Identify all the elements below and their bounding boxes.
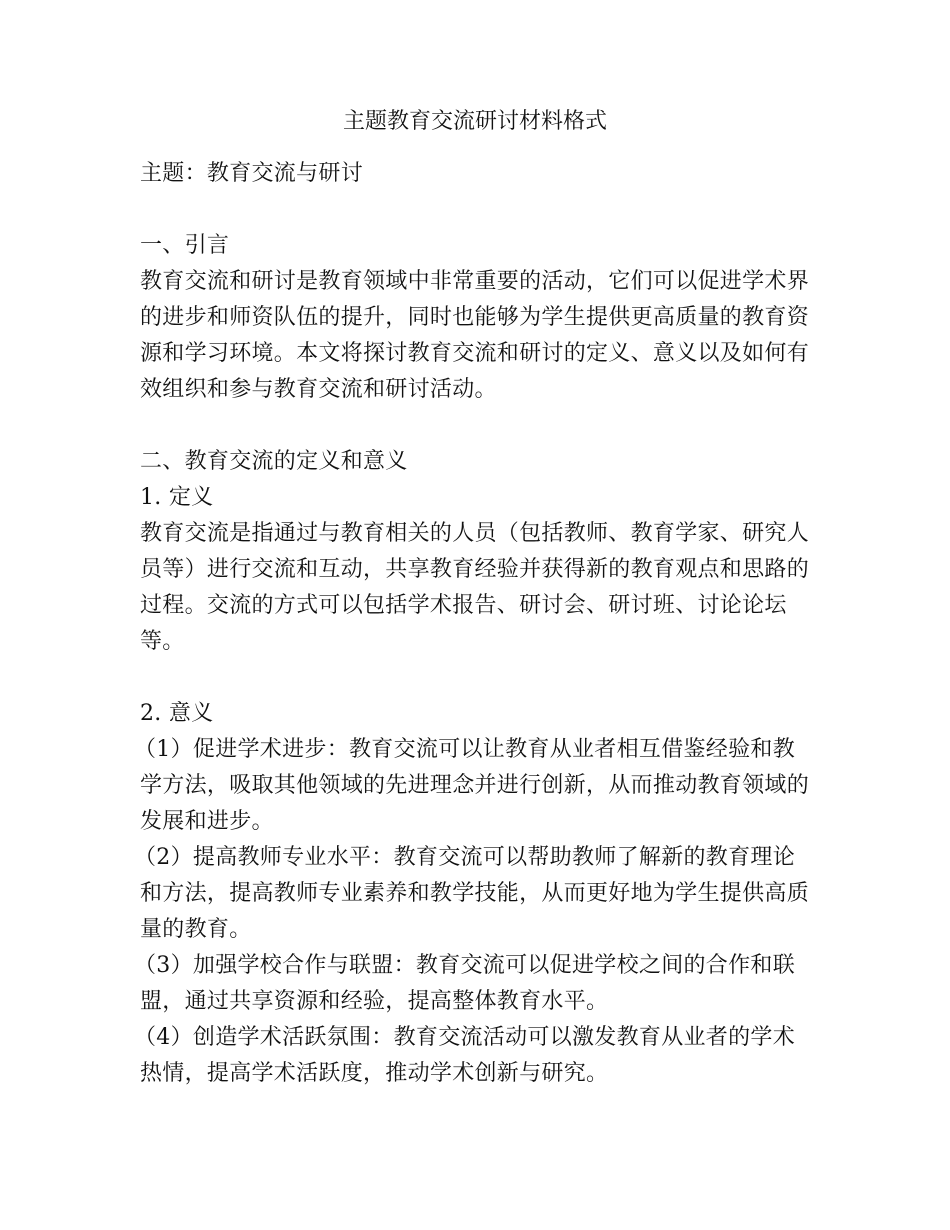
meaning-item-3: （3）加强学校合作与联盟：教育交流可以促进学校之间的合作和联盟，通过共享资源和经验，提高整体教育水平。 [134,953,795,1014]
section-heading-intro: 一、引言 [140,233,230,258]
definition-paragraph: 教育交流是指通过与教育相关的人员（包括教师、教育学家、研究人员等）进行交流和互动，共享教育经验并获得新的教育观点和思路的过程。交流的方式可以包括学术报告、研讨会、研讨班、讨论论坛等。 [140,521,810,654]
subheading-definition: 1. 定义 [140,485,214,510]
blank-line [140,408,816,444]
section-heading-definition-meaning: 二、教育交流的定义和意义 [140,449,408,474]
document-body [134,156,816,1092]
document-title: 主题教育交流研讨材料格式 [342,109,607,134]
meaning-item-2: （2）提高教师专业水平：教育交流可以帮助教师了解新的教育理论和方法，提高教师专业素养和教学技能，从而更好地为学生提供高质量的教育。 [134,845,810,942]
blank-line [140,660,816,696]
subject-line: 主题：教育交流与研讨 [140,161,364,186]
meaning-item-4: （4）创造学术活跃氛围：教育交流活动可以激发教育从业者的学术热情，提高学术活跃度，推动学术创新与研究。 [134,1025,795,1086]
blank-line [140,192,816,228]
intro-paragraph: 教育交流和研讨是教育领域中非常重要的活动，它们可以促进学术界的进步和师资队伍的提升，同时也能够为学生提供更高质量的教育资源和学习环境。本文将探讨教育交流和研讨的定义、意义以及如何有效组织和参与教育交流和研讨活动。 [140,269,810,402]
meaning-item-1: （1）促进学术进步：教育交流可以让教育从业者相互借鉴经验和教学方法，吸取其他领域的先进理念并进行创新，从而推动教育领域的发展和进步。 [134,737,810,834]
subheading-meaning: 2. 意义 [140,701,214,726]
